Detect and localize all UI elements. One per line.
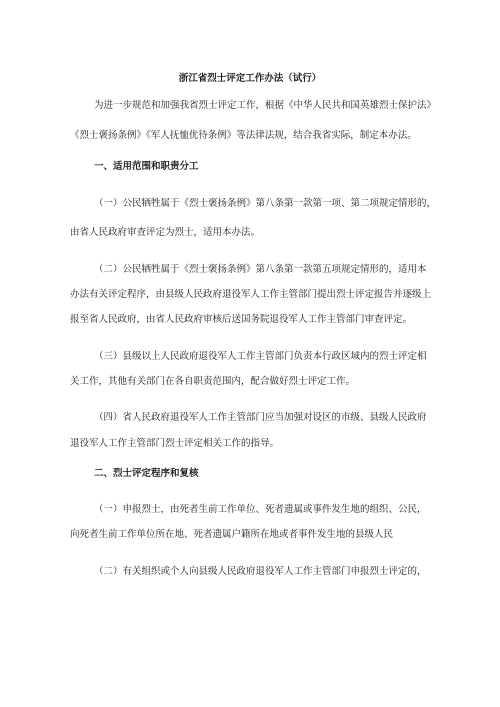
paragraph-3-line-1: （三）县级以上人民政府退役军人工作主管部门负责本行政区域内的烈士评定相 bbox=[94, 351, 427, 362]
paragraph-4-line-1: （四）省人民政府退役军人工作主管部门应当加强对设区的市级、县级人民政府 bbox=[94, 412, 427, 423]
paragraph-3-line-2: 关工作，其他有关部门在各自职责范围内，配合做好烈士评定工作。 bbox=[70, 376, 356, 387]
intro-line-2: 《烈士褒扬条例》《军人抚恤优待条例》等法律法规，结合我省实际，制定本办法。 bbox=[70, 130, 417, 141]
paragraph-5-line-2: 向死者生前工作单位所在地、死者遗属户籍所在地或者事件发生地的县级人民 bbox=[70, 529, 394, 540]
paragraph-2-line-3: 报至省人民政府，由省人民政府审核后送国务院退役军人工作主管部门审查评定。 bbox=[70, 314, 413, 325]
paragraph-2-line-2: 办法有关评定程序，由县级人民政府退役军人工作主管部门提出烈士评定报告并逐级上 bbox=[70, 289, 432, 300]
paragraph-6-line-1: （二）有关组织或个人向县级人民政府退役军人工作主管部门申报烈士评定的， bbox=[94, 566, 427, 577]
paragraph-1-line-1: （一）公民牺牲属于《烈士褒扬条例》第八条第一款第一项、第二项规定情形的， bbox=[94, 198, 437, 209]
paragraph-2-line-1: （二）公民牺牲属于《烈士褒扬条例》第八条第一款第五项规定情形的，适用本 bbox=[94, 264, 427, 275]
section-heading-scope: 一、适用范围和职责分工 bbox=[94, 161, 199, 172]
paragraph-4-line-2: 退役军人工作主管部门烈士评定相关工作的指导。 bbox=[70, 438, 280, 449]
paragraph-1-line-2: 由省人民政府审查评定为烈士，适用本办法。 bbox=[70, 227, 261, 238]
intro-line-1: 为进一步规范和加强我省烈士评定工作，根据《中华人民共和国英雄烈士保护法》 bbox=[94, 100, 437, 111]
paragraph-5-line-1: （一）申报烈士，由死者生前工作单位、死者遗属或事件发生地的组织、公民， bbox=[94, 504, 427, 515]
document-title: 浙江省烈士评定工作办法（试行） bbox=[178, 73, 322, 84]
section-heading-procedure: 二、烈士评定程序和复核 bbox=[94, 468, 199, 479]
